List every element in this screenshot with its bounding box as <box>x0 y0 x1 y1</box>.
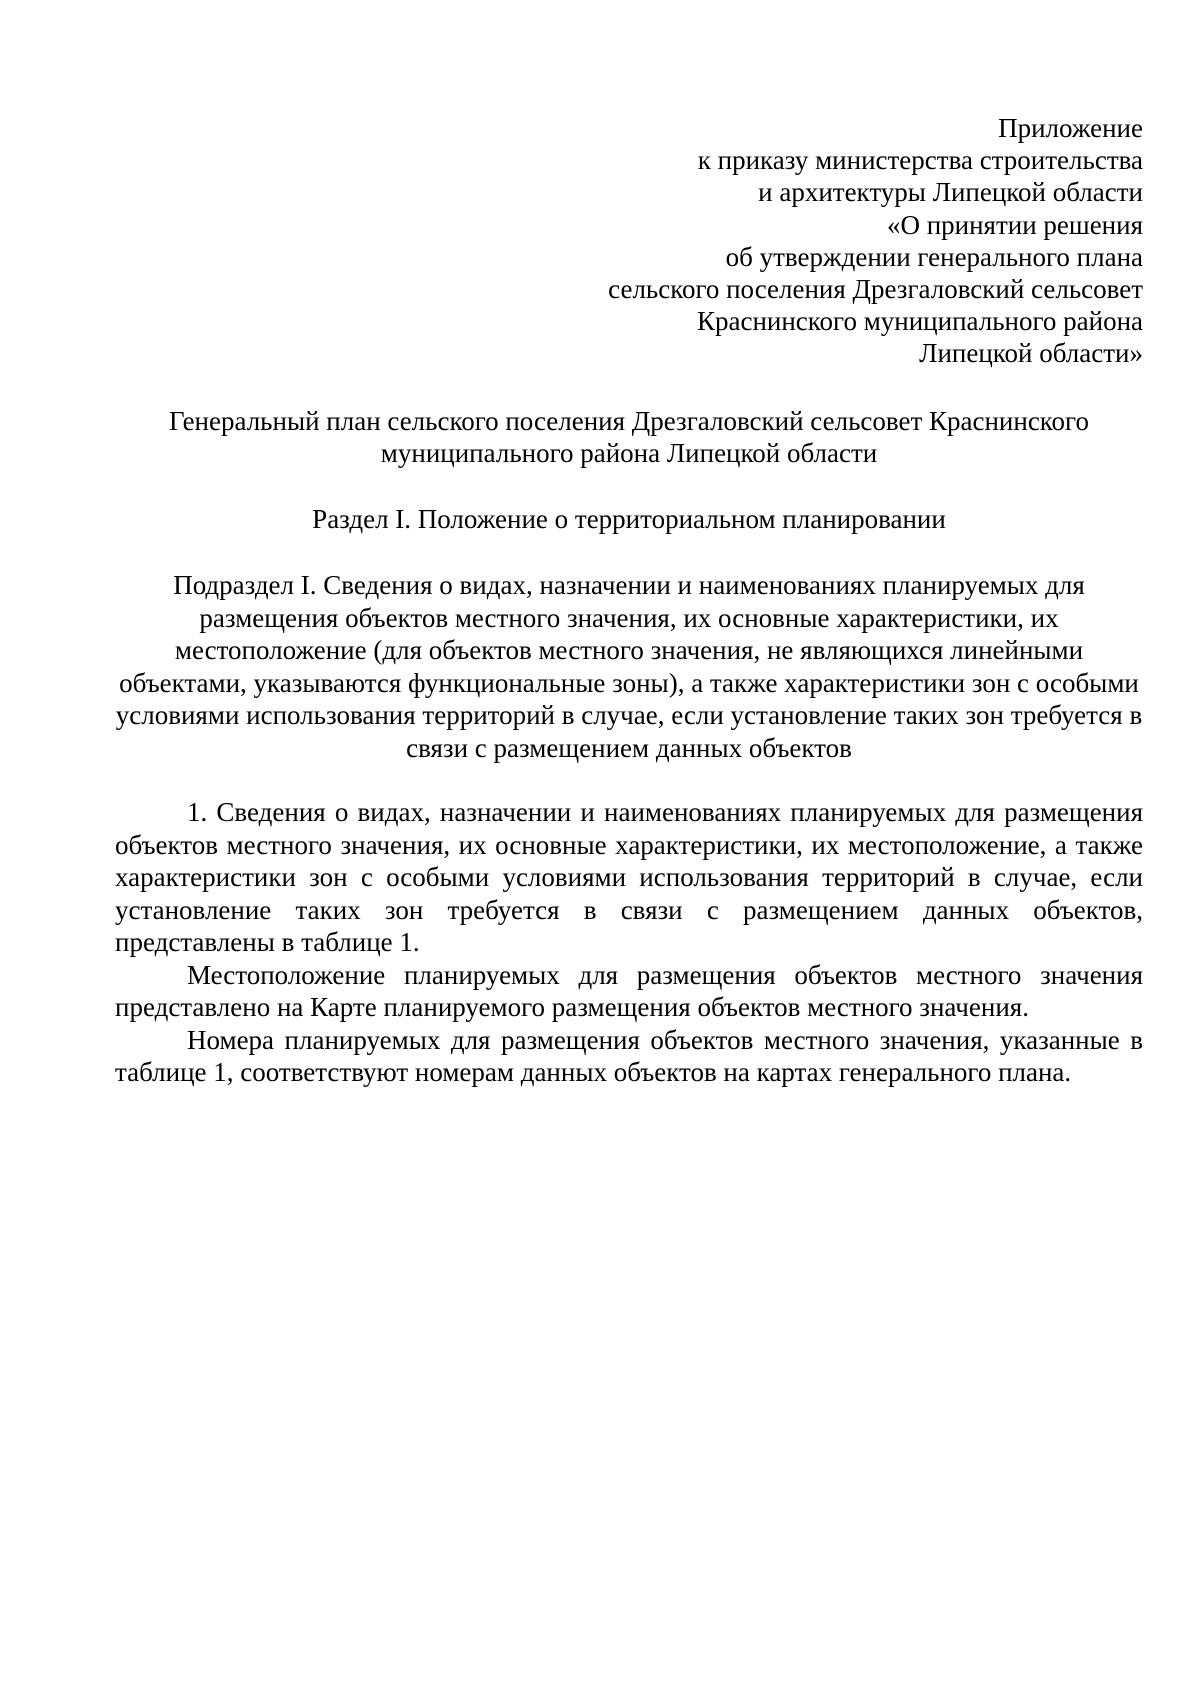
appendix-line-settlement: сельского поселения Дрезгаловский сельсовет <box>608 274 1143 305</box>
appendix-line-title: Приложение <box>998 113 1143 143</box>
appendix-line-district: Краснинского муниципального района <box>696 306 1143 337</box>
paragraph-2: Местоположение планируемых для размещения объектов местного значения представлено на Карте планируемого размещения объектов местного значения. <box>115 959 1143 1022</box>
body-text <box>115 796 1143 1089</box>
subsection-title: Подраздел I. Сведения о видах, назначении и наименованиях планируемых для размещения объектов местного значения, их основные характеристики, их местоположение (для объектов местного значения, не являющихся линейными объектами, указываются функциональные зоны), а также характеристики зон с особыми условиями использования территорий в случае, если установление таких зон требуется в связи с размещением данных объектов <box>115 570 1143 763</box>
appendix-line-approval: об утверждении генерального плана <box>725 241 1143 272</box>
appendix-header <box>443 112 1143 370</box>
appendix-line-region: Липецкой области» <box>919 338 1143 369</box>
section-title: Раздел I. Положение о территориальном планировании <box>312 504 946 534</box>
appendix-line-decision: «О принятии решения <box>886 209 1143 240</box>
paragraph-3: Номера планируемых для размещения объектов местного значения, указанные в таблице 1, соответствуют номерам данных объектов на картах генерального плана. <box>115 1024 1143 1087</box>
appendix-line-order: к приказу министерства строительства <box>697 145 1143 176</box>
paragraph-1: 1. Сведения о видах, назначении и наименованиях планируемых для размещения объектов местного значения, их основные характеристики, их местоположение, а также характеристики зон с особыми условиями использования территорий в случае, если установление таких зон требуется в связи с размещением данных объектов, представлены в таблице 1. <box>115 797 1143 957</box>
appendix-line-ministry: и архитектуры Липецкой области <box>758 177 1143 208</box>
document-title: Генеральный план сельского поселения Дрезгаловский сельсовет Краснинского муниципального района Липецкой области <box>169 406 1089 468</box>
